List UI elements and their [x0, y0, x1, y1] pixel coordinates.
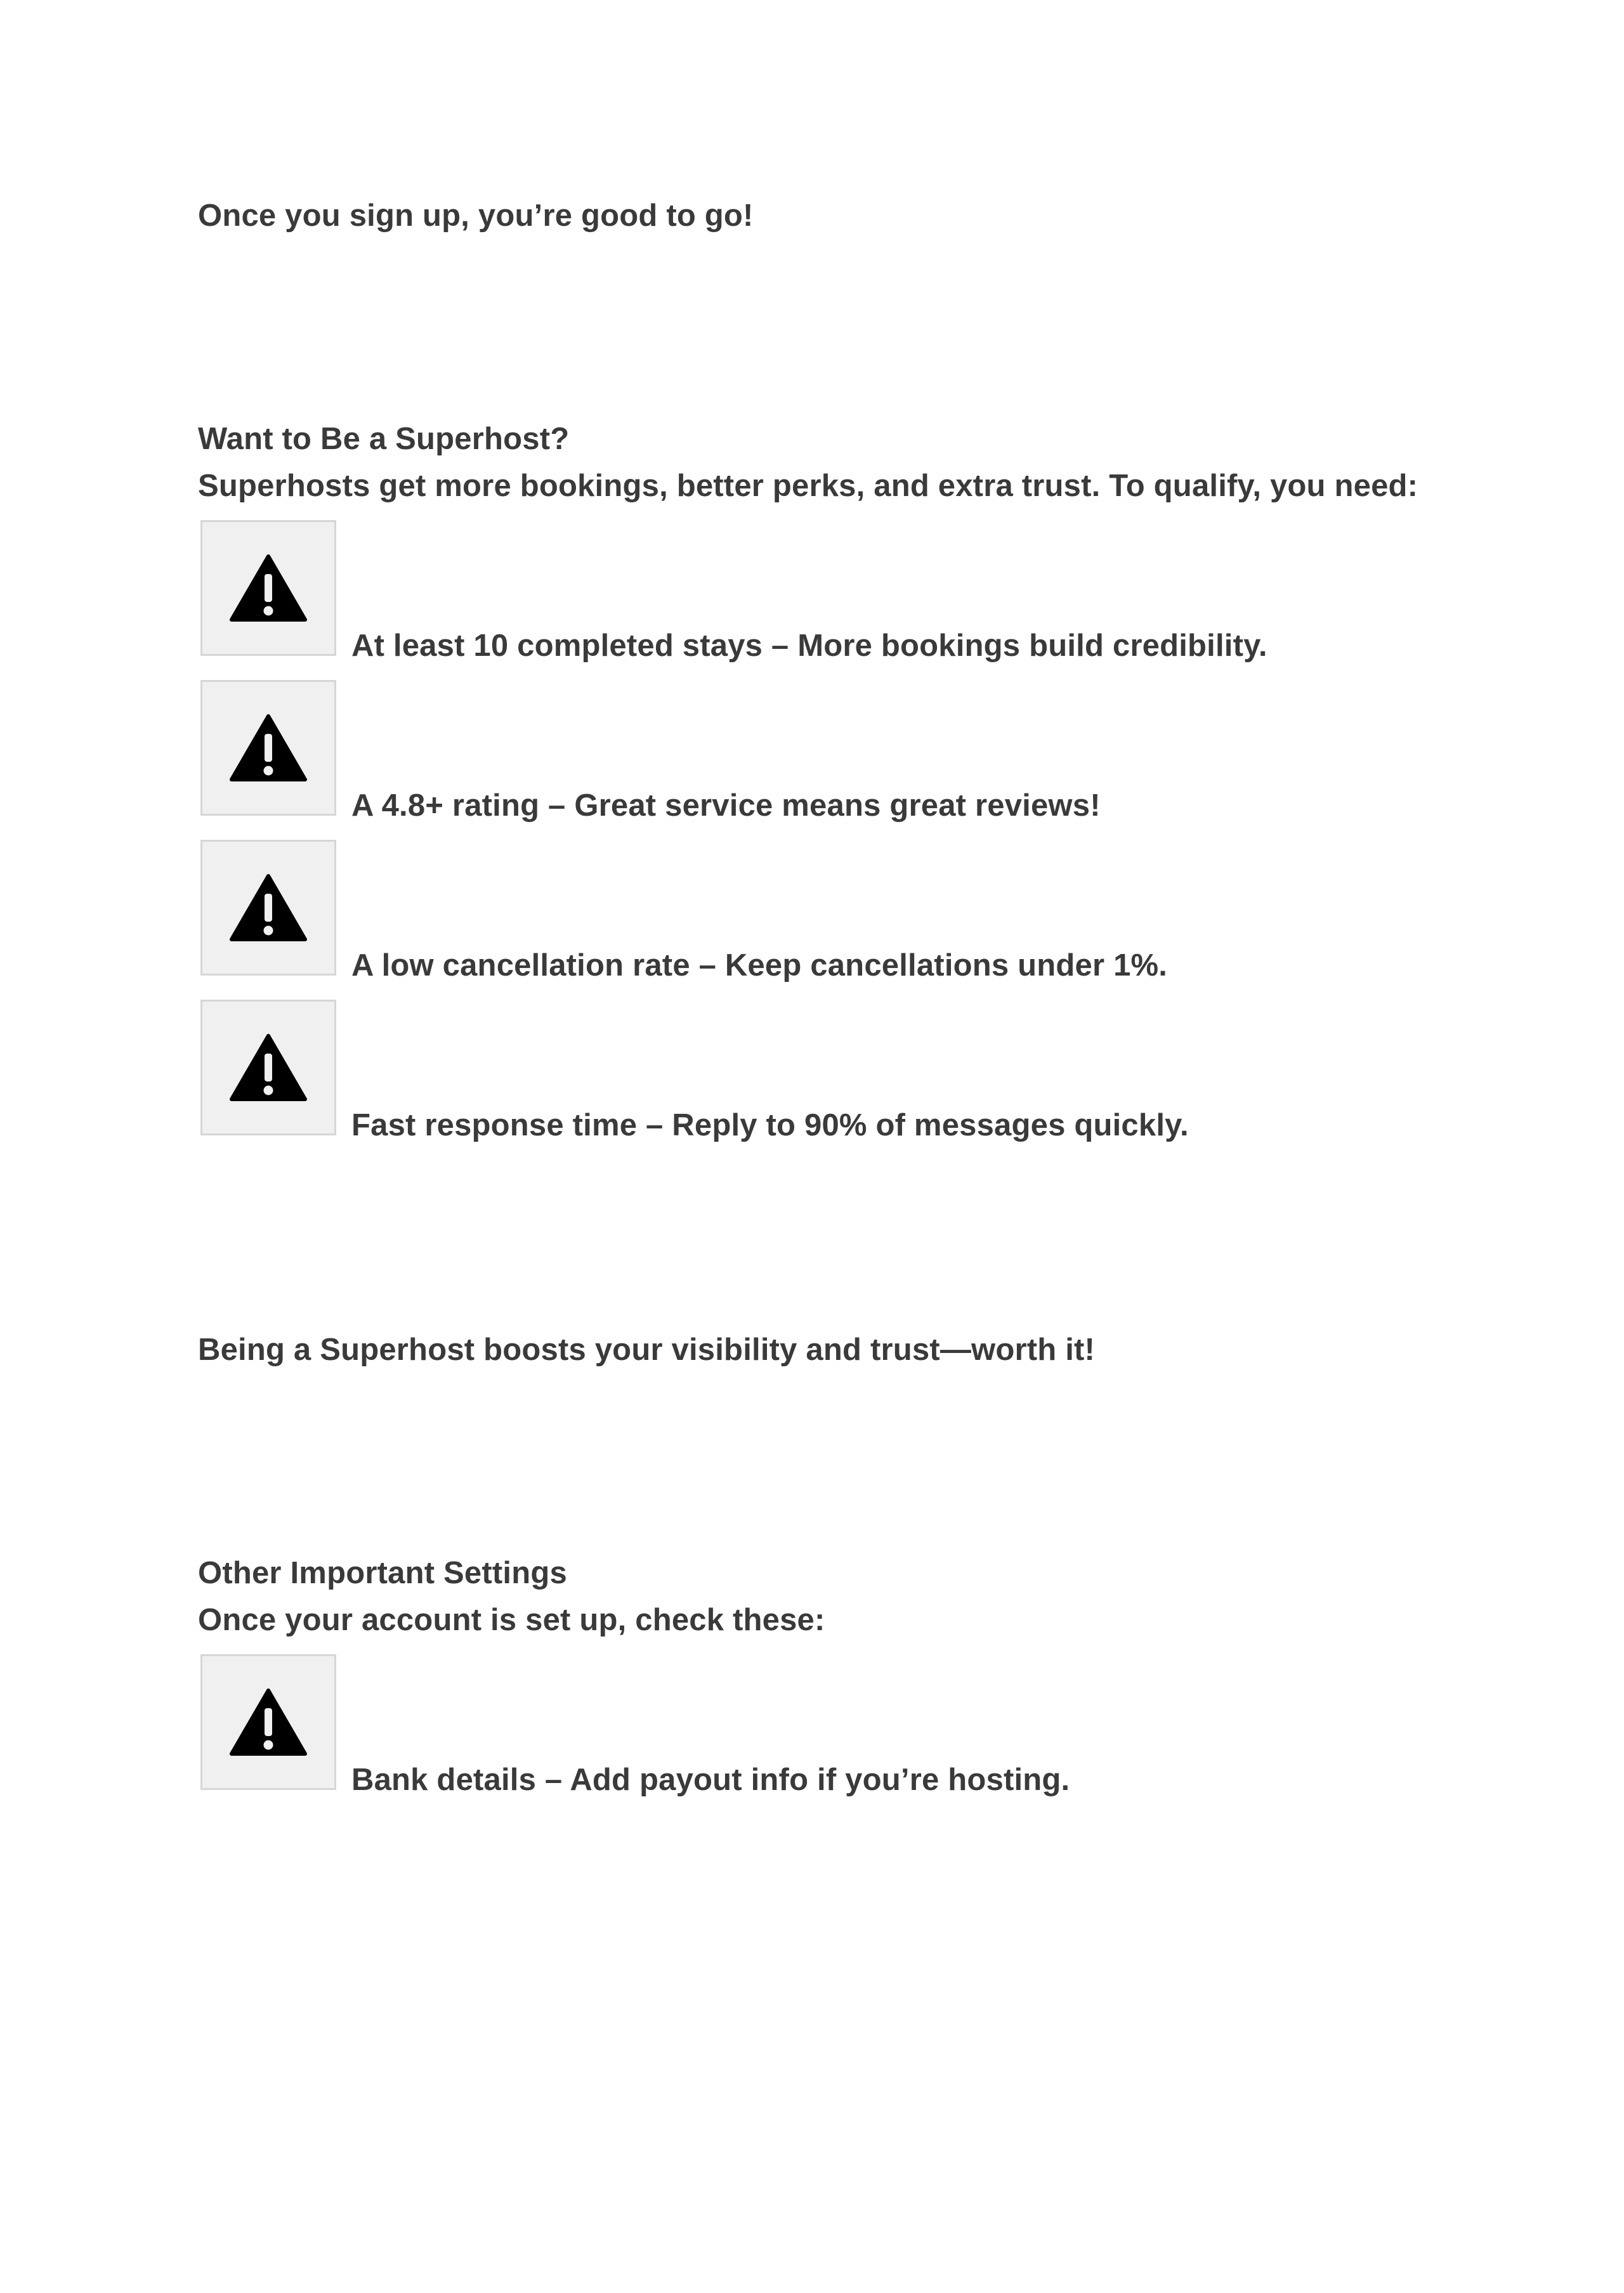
requirement-text: At least 10 completed stays – More bookings build credibility.: [351, 629, 1267, 663]
settings-description: Once your account is set up, check these:: [198, 1603, 825, 1637]
warning-icon: [200, 1000, 336, 1135]
warning-icon: [200, 840, 336, 976]
requirement-text: A low cancellation rate – Keep cancellations under 1%.: [351, 948, 1168, 983]
superhost-closing-text: Being a Superhost boosts your visibility and trust—worth it!: [198, 1333, 1096, 1367]
superhost-description: Superhosts get more bookings, better perks, and extra trust. To qualify, you need:: [198, 469, 1418, 503]
superhost-heading: Want to Be a Superhost?: [198, 422, 570, 456]
signup-complete-text: Once you sign up, you’re good to go!: [198, 199, 754, 233]
warning-icon: [200, 1654, 336, 1790]
warning-icon: [200, 680, 336, 816]
settings-heading: Other Important Settings: [198, 1556, 567, 1590]
warning-icon: [200, 520, 336, 656]
requirement-text: A 4.8+ rating – Great service means great reviews!: [351, 788, 1101, 823]
settings-item-text: Bank details – Add payout info if you’re hosting.: [351, 1763, 1070, 1797]
requirement-text: Fast response time – Reply to 90% of messages quickly.: [351, 1108, 1189, 1142]
